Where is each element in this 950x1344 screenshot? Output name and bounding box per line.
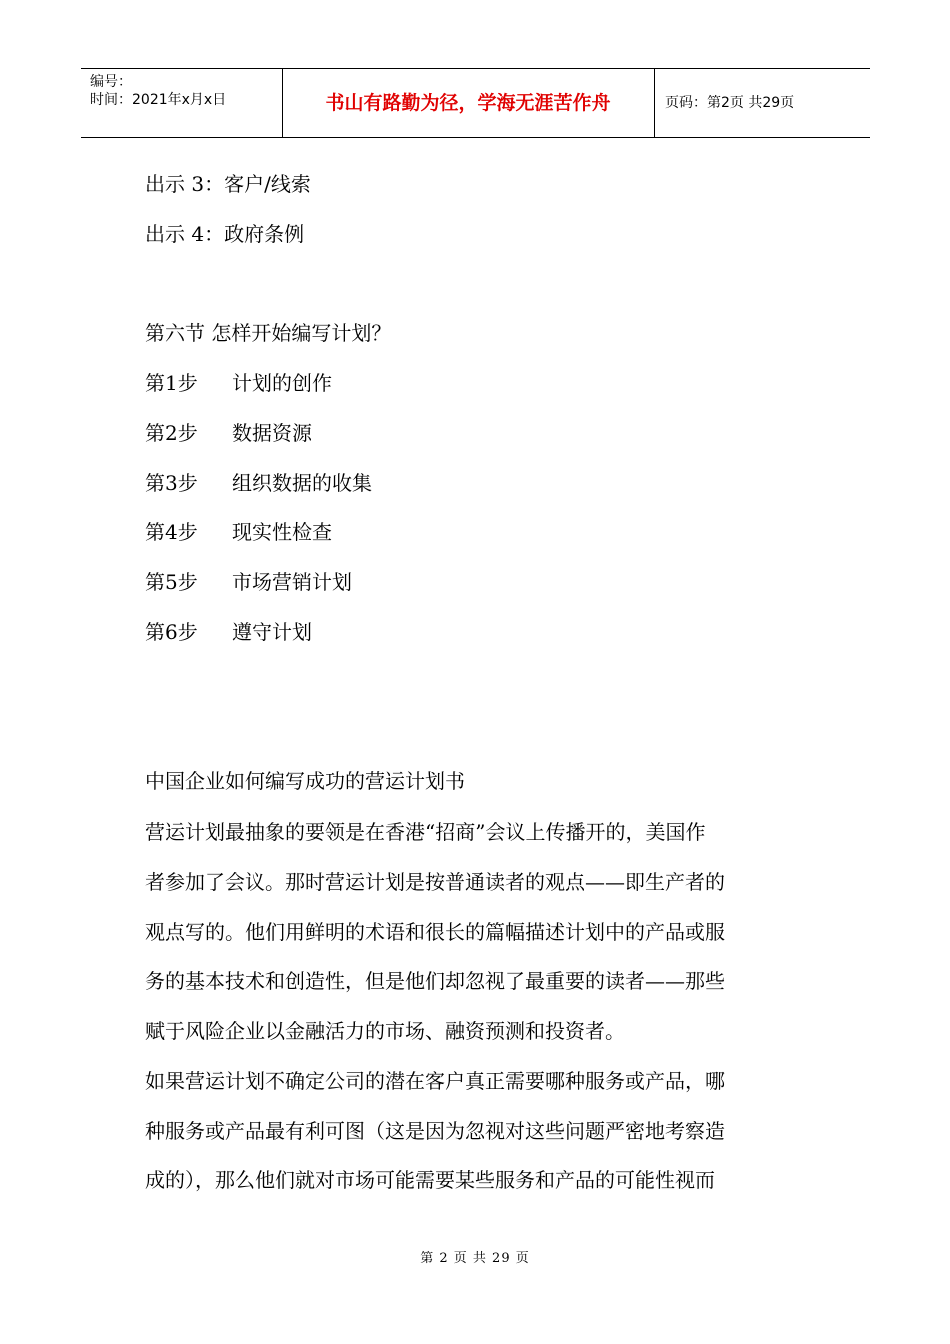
page-header bbox=[81, 68, 870, 138]
article-line: 务的基本技术和创造性，但是他们却忽视了最重要的读者——那些 bbox=[145, 969, 725, 993]
document-date: 时间：2021年x月x日 bbox=[90, 92, 227, 108]
exhibit-label: 出示 3： bbox=[145, 172, 225, 196]
step-line bbox=[145, 469, 372, 497]
article-line: 赋于风险企业以金融活力的市场、融资预测和投资者。 bbox=[145, 1019, 625, 1043]
step-label: 第3步 bbox=[145, 471, 198, 495]
exhibit-title: 客户/线索 bbox=[224, 172, 311, 196]
page-footer: 第 2 页 共 29 页 bbox=[420, 1251, 530, 1266]
step-title: 现实性检查 bbox=[232, 520, 332, 544]
exhibit-line bbox=[145, 220, 304, 248]
article-line: 观点写的。他们用鲜明的术语和很长的篇幅描述计划中的产品或服 bbox=[145, 920, 725, 944]
step-title: 数据资源 bbox=[232, 421, 312, 445]
step-title: 计划的创作 bbox=[232, 371, 332, 395]
step-title: 市场营销计划 bbox=[232, 570, 352, 594]
step-label: 第2步 bbox=[145, 421, 198, 445]
article-line: 成的），那么他们就对市场可能需要某些服务和产品的可能性视而 bbox=[145, 1168, 715, 1192]
article-line: 种服务或产品最有利可图（这是因为忽视对这些问题严密地考察造 bbox=[145, 1119, 725, 1143]
document-number-label: 编号： bbox=[90, 74, 132, 90]
article-line: 如果营运计划不确定公司的潜在客户真正需要哪种服务或产品，哪 bbox=[145, 1069, 725, 1093]
exhibit-label: 出示 4： bbox=[145, 222, 225, 246]
step-label: 第6步 bbox=[145, 620, 198, 644]
exhibit-line bbox=[145, 170, 311, 198]
step-label: 第1步 bbox=[145, 371, 198, 395]
step-label: 第4步 bbox=[145, 520, 198, 544]
article-line: 营运计划最抽象的要领是在香港“招商”会议上传播开的，美国作 bbox=[145, 820, 706, 844]
step-line bbox=[145, 618, 312, 646]
step-title: 组织数据的收集 bbox=[232, 471, 372, 495]
step-line bbox=[145, 518, 332, 546]
exhibit-title: 政府条例 bbox=[224, 222, 305, 246]
article-line: 者参加了会议。那时营运计划是按普通读者的观点——即生产者的 bbox=[145, 870, 725, 894]
step-line bbox=[145, 419, 312, 447]
header-page-info: 页码：第2页 共29页 bbox=[665, 95, 795, 111]
article-title: 中国企业如何编写成功的营运计划书 bbox=[145, 769, 465, 793]
header-meta bbox=[81, 69, 283, 137]
header-motto: 书山有路勤为径，学海无涯苦作舟 bbox=[282, 69, 655, 137]
step-line bbox=[145, 369, 332, 397]
step-label: 第5步 bbox=[145, 570, 198, 594]
section-heading: 第六节 怎样开始编写计划？ bbox=[145, 321, 392, 345]
step-line bbox=[145, 568, 352, 596]
step-title: 遵守计划 bbox=[232, 620, 312, 644]
